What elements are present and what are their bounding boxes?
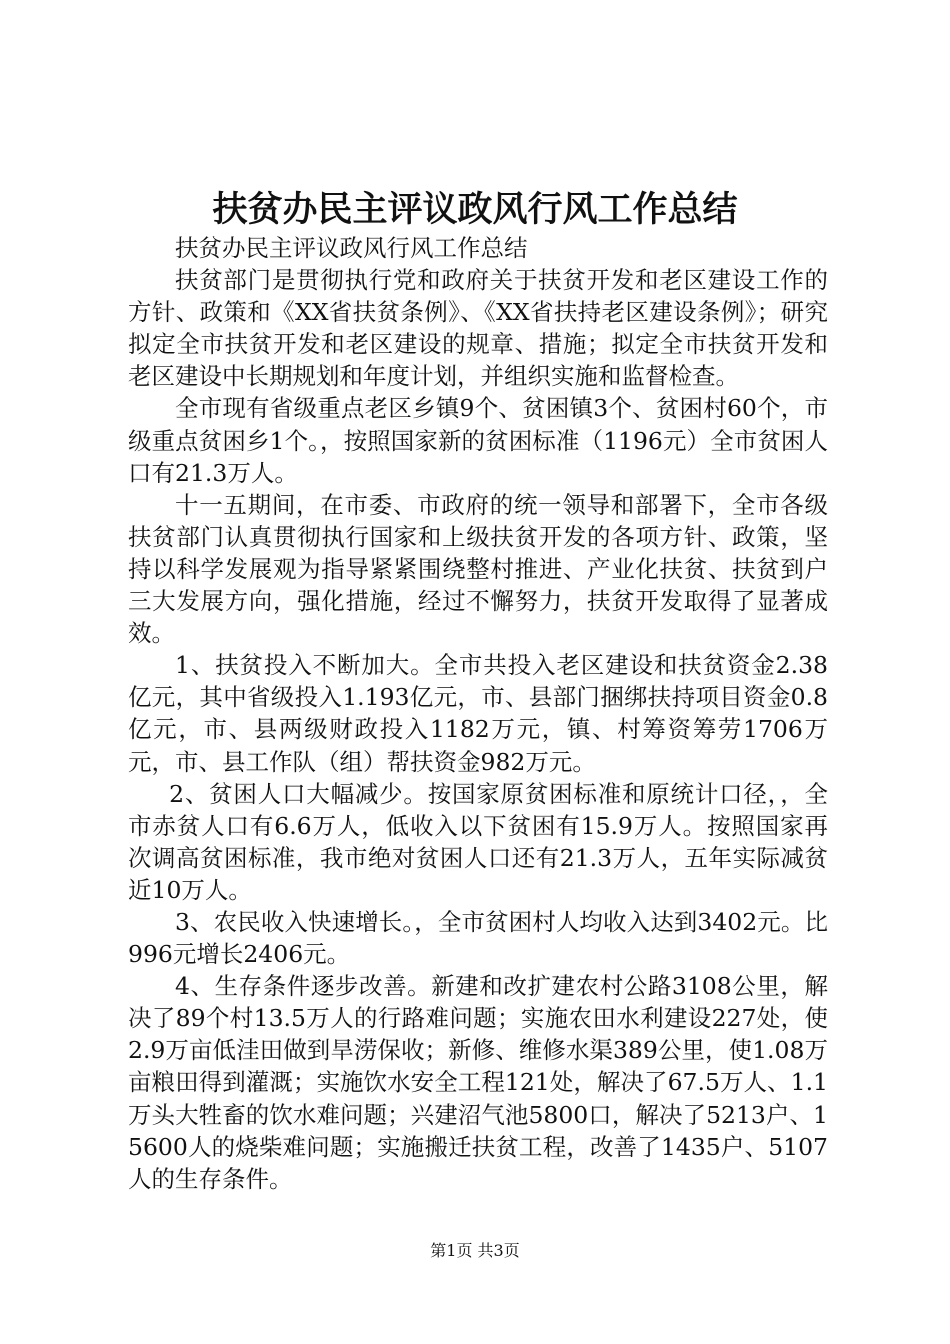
paragraph-subtitle: 扶贫办民主评议政风行风工作总结 — [175, 234, 528, 262]
paragraph-achievements-intro: 十一五期间，在市委、市政府的统一领导和部署下，全市各级扶贫部门认真贯彻执行国家和上级扶贫开发的各项方针、政策，坚持以科学发展观为指导紧紧围绕整村推进、产业化扶贫、扶贫到户三大发展方向，强化措施，经过不懈努力，扶贫开发取得了显著成效。 — [128, 490, 828, 648]
page-number-footer: 第1页 共3页 — [430, 1241, 520, 1260]
document-title: 扶贫办民主评议政风行风工作总结 — [212, 190, 738, 230]
document-body — [128, 232, 828, 1195]
paragraph-responsibilities: 扶贫部门是贯彻执行党和政府关于扶贫开发和老区建设工作的方针、政策和《XX省扶贫条例》、《XX省扶持老区建设条例》；研究拟定全市扶贫开发和老区建设的规章、措施；拟定全市扶贫开发和老区建设中长期规划和年度计划，并组织实施和监督检查。 — [128, 266, 828, 391]
paragraph-investment: 1、扶贫投入不断加大。全市共投入老区建设和扶贫资金2.38亿元，其中省级投入1.193亿元，市、县部门捆绑扶持项目资金0.8亿元，市、县两级财政投入1182万元，镇、村筹资筹劳1706万元，市、县工作队（组）帮扶资金982万元。 — [128, 651, 828, 776]
paragraph-living-conditions: 4、生存条件逐步改善。新建和改扩建农村公路3108公里，解决了89个村13.5万人的行路难问题；实施农田水利建设227处，使2.9万亩低洼田做到旱涝保收；新修、维修水渠389公里，使1.08万亩粮田得到灌溉；实施饮水安全工程121处，解决了67.5万人、1.1万头大牲畜的饮水难问题；兴建沼气池5800口，解决了5213户、15600人的烧柴难问题；实施搬迁扶贫工程，改善了1435户、5107人的生存条件。 — [128, 972, 828, 1193]
paragraph-poverty-status: 全市现有省级重点老区乡镇9个、贫困镇3个、贫困村60个，市级重点贫困乡1个。，按照国家新的贫困标准（1196元）全市贫困人口有21.3万人。 — [128, 394, 828, 487]
paragraph-income-growth: 3、农民收入快速增长。，全市贫困村人均收入达到3402元。比996元增长2406元。 — [128, 907, 828, 969]
paragraph-population-reduction: 2、贫困人口大幅减少。按国家原贫困标准和原统计口径，，全市赤贫人口有6.6万人，低收入以下贫困有15.9万人。按照国家再次调高贫困标准，我市绝对贫困人口还有21.3万人，五年实际减贫近10万人。 — [128, 779, 828, 904]
